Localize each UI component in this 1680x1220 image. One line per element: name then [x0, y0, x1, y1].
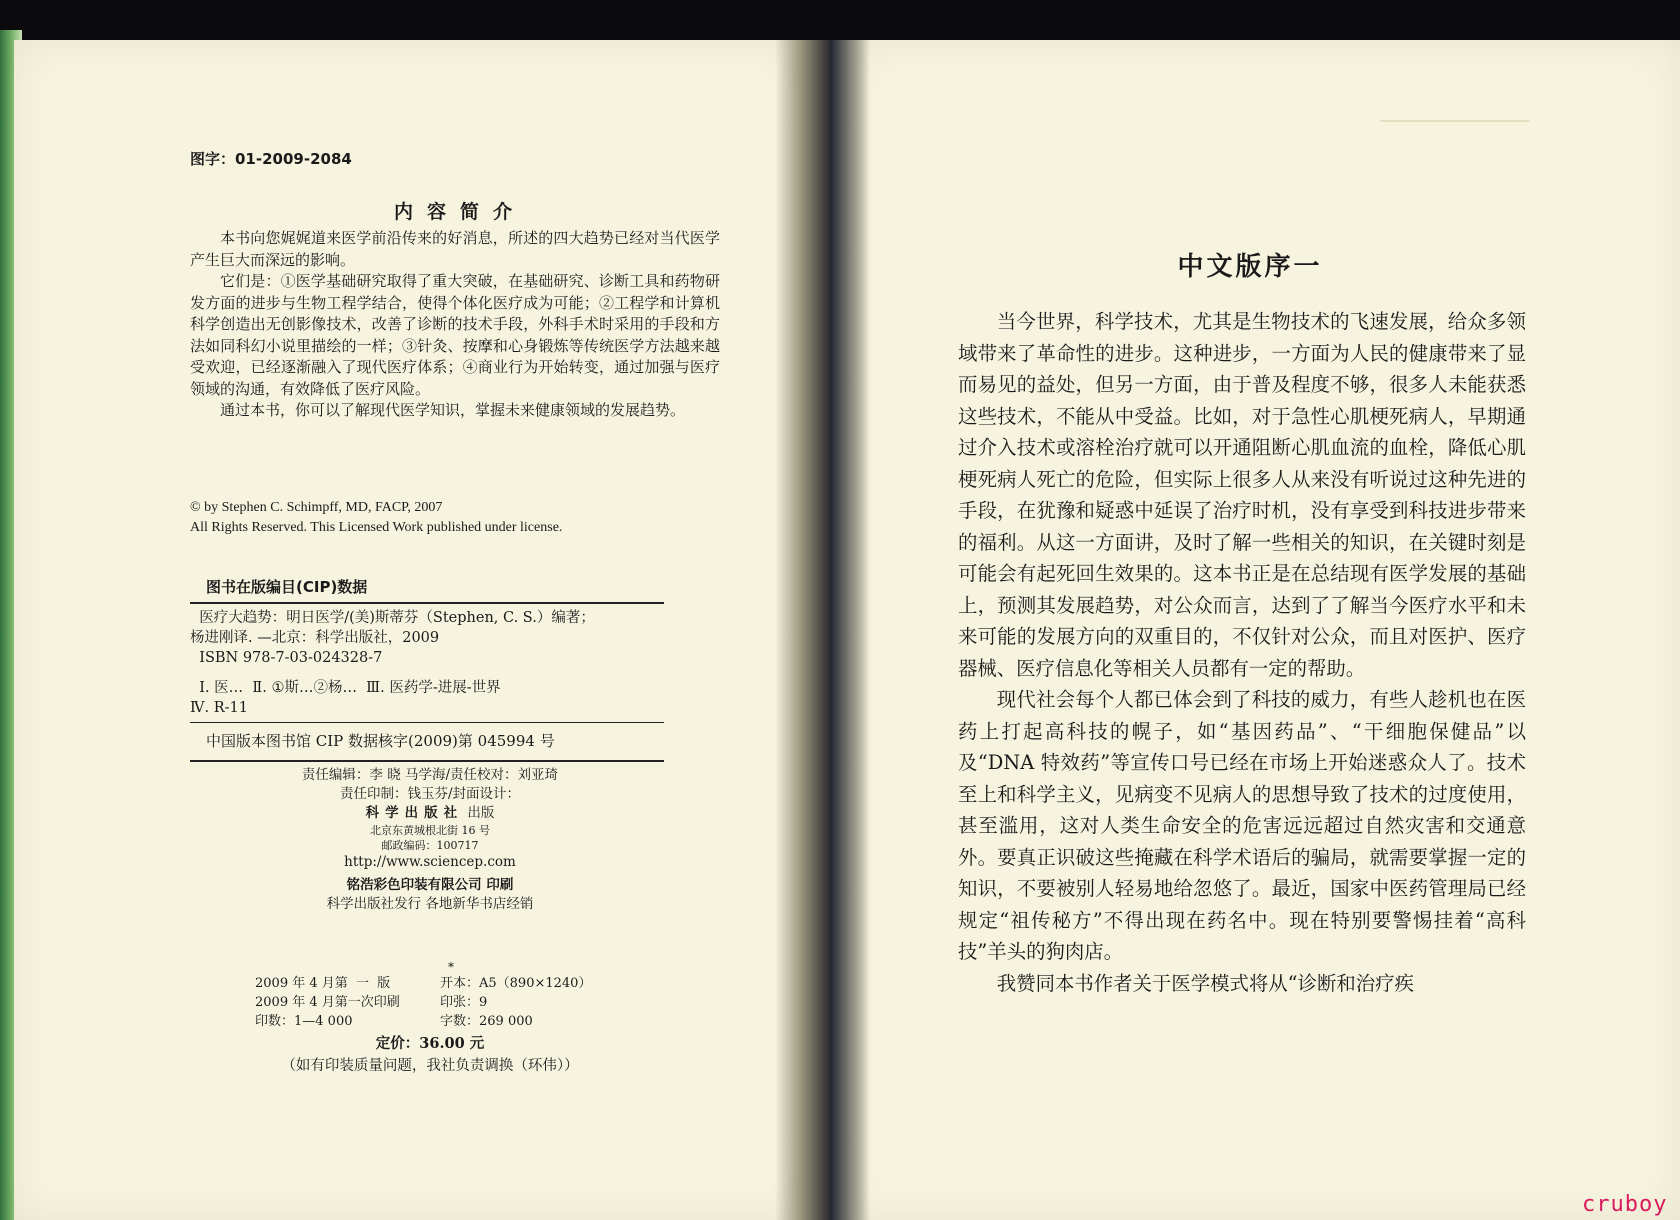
cip-line: Ⅰ. 医… Ⅱ. ①斯…②杨… Ⅲ. 医药学-进展-世界	[190, 680, 501, 696]
cip-line: Ⅳ. R-11	[190, 700, 248, 716]
intro-paragraph: 它们是：①医学基础研究取得了重大突破，在基础研究、诊断工具和药物研发方面的进步与生物工程学结合，使得个体化医疗成为可能；②工程学和计算机科学创造出无创影像技术，改善了诊断的技术手段，外科手术时采用的手段和方法如同科幻小说里描绘的一样；③针灸、按摩和心身锻炼等传统医学方法越来越受欢迎，已经逐渐融入了现代医疗体系；④商业行为开始转变，通过加强与医疗领域的沟通，有效降低了医疗风险。	[190, 272, 720, 398]
spec-left: 印数：1—4 000	[255, 1014, 353, 1029]
copyright-line: © by Stephen C. Schimpff, MD, FACP, 2007	[190, 500, 443, 515]
quality-note: （如有印装质量问题，我社负责调换（环伟））	[281, 1058, 579, 1074]
spec-row	[255, 1012, 675, 1031]
publisher-name: 科学出版社	[365, 805, 464, 821]
divider	[190, 722, 664, 723]
preface-paragraph: 现代社会每个人都已体会到了科技的威力，有些人趁机也在医药上打起高科技的幌子，如“基因药品”、“干细胞保健品”以及“DNA 特效药”等宣传口号已经在市场上开始迷惑众人了。技术至上和科学主义，见病变不见病人的思想导致了技术的过度使用，甚至滥用，这对人类生命安全的危害远远超过自然灾害和交通意外。要真正识破这些掩藏在科学术语后的骗局，就需要掌握一定的知识，不要被别人轻易地给忽悠了。最近，国家中医药管理局已经规定“祖传秘方”不得出现在药名中。现在特别要警惕挂着“高科技”羊头的狗肉店。	[958, 688, 1526, 963]
show-through-header	[1380, 104, 1530, 122]
permit-number: 图字：01-2009-2084	[190, 150, 352, 168]
spec-right: 印张：9	[440, 995, 488, 1010]
cip-line: ISBN 978-7-03-024328-7	[190, 650, 383, 666]
intro-title: 内容简介	[393, 201, 526, 223]
publisher-suffix: 出版	[467, 805, 495, 821]
cip-record	[190, 608, 660, 718]
watermark-text: cruboy	[1582, 1192, 1668, 1217]
spec-left: 2009 年 4 月第 一 版	[255, 976, 391, 991]
intro-body	[190, 228, 720, 422]
price: 定价：36.00 元	[375, 1035, 485, 1052]
editor-credits: 责任编辑：李 晓 马学海/责任校对：刘亚琦	[301, 767, 559, 783]
spec-row	[255, 974, 675, 993]
copyright-notice	[190, 498, 730, 538]
cip-line	[190, 668, 660, 678]
credits-block	[190, 766, 670, 914]
rights-line: All Rights Reserved. This Licensed Work published under license.	[190, 520, 563, 535]
preface-paragraph: 我赞同本书作者关于医学模式将从“诊断和治疗疾	[996, 971, 1414, 995]
separator-star: *	[448, 960, 454, 974]
divider	[190, 760, 664, 762]
cip-check-number: 中国版本图书馆 CIP 数据核字(2009)第 045994 号	[206, 732, 555, 750]
gutter-shadow-left	[775, 40, 830, 1220]
edition-specs	[255, 974, 675, 1031]
cip-line: 医疗大趋势：明日医学/(美)斯蒂芬（Stephen, C. S.）编著；	[190, 610, 595, 626]
publisher-postcode: 邮政编码：100717	[381, 839, 479, 852]
distribution-line: 科学出版社发行 各地新华书店经销	[326, 896, 534, 912]
cip-heading: 图书在版编目(CIP)数据	[206, 578, 368, 596]
print-credits: 责任印制：钱玉芬/封面设计：	[339, 786, 521, 802]
publisher-website: http://www.sciencep.com	[344, 854, 516, 870]
printer-line: 铭浩彩色印装有限公司 印刷	[346, 877, 514, 893]
gutter-shadow-right	[830, 40, 870, 1220]
intro-paragraph: 通过本书，你可以了解现代医学知识，掌握未来健康领域的发展趋势。	[220, 401, 686, 419]
spec-row	[255, 993, 675, 1012]
publisher-address: 北京东黄城根北街 16 号	[370, 824, 490, 837]
cip-line: 杨进刚译. —北京：科学出版社，2009	[190, 630, 440, 646]
spec-left: 2009 年 4 月第一次印刷	[255, 995, 400, 1010]
divider	[190, 602, 664, 604]
publisher-line	[190, 804, 670, 823]
spec-right: 开本：A5（890×1240）	[440, 976, 592, 991]
spec-right: 字数：269 000	[440, 1014, 533, 1029]
preface-title: 中文版序一	[1177, 252, 1323, 282]
intro-paragraph: 本书向您娓娓道来医学前沿传来的好消息，所述的四大趋势已经对当代医学产生巨大而深远的影响。	[190, 229, 720, 269]
preface-body	[958, 306, 1526, 999]
preface-paragraph: 当今世界，科学技术，尤其是生物技术的飞速发展，给众多领域带来了革命性的进步。这种进步，一方面为人民的健康带来了显而易见的益处，但另一方面，由于普及程度不够，很多人未能获悉这些技术，不能从中受益。比如，对于急性心肌梗死病人，早期通过介入技术或溶栓治疗就可以开通阻断心肌血流的血栓，降低心肌梗死病人死亡的危险，但实际上很多人从来没有听说过这种先进的手段，在犹豫和疑惑中延误了治疗时机，没有享受到科技进步带来的福利。从这一方面讲，及时了解一些相关的知识，在关键时刻是可能会有起死回生效果的。这本书正是在总结现有医学发展的基础上，预测其发展趋势，对公众而言，达到了了解当今医疗水平和未来可能的发展方向的双重目的，不仅针对公众，而且对医护、医疗器械、医疗信息化等相关人员都有一定的帮助。	[958, 310, 1526, 680]
